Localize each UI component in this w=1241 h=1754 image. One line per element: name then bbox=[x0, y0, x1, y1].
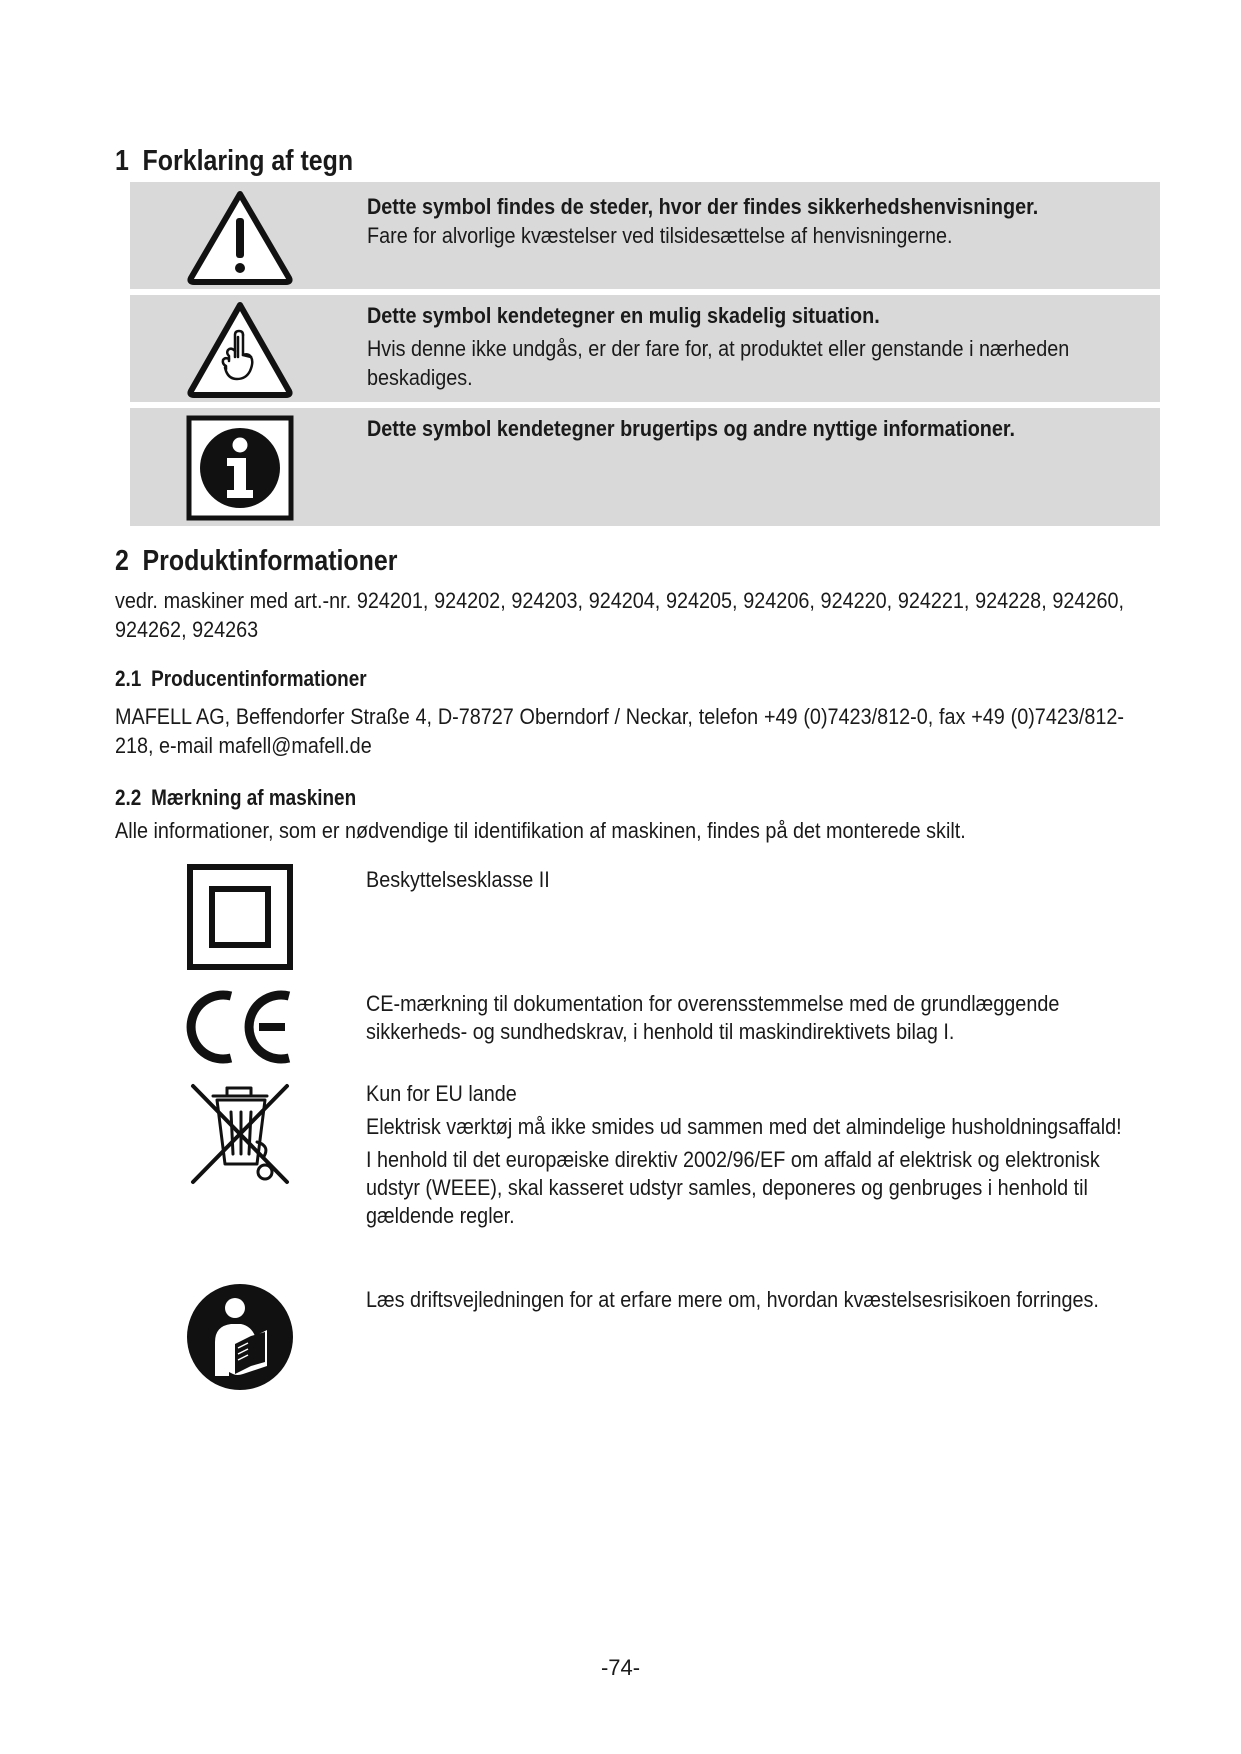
mark-text: Beskyttelsesklasse II bbox=[366, 867, 550, 892]
symbol-row-info bbox=[130, 408, 1160, 526]
marking-intro-paragraph bbox=[115, 816, 1125, 845]
protection-class-ii-icon bbox=[185, 862, 295, 977]
info-icon bbox=[185, 414, 295, 527]
section-number: 2 bbox=[115, 545, 129, 577]
subsection-title: Mærkning af maskinen bbox=[151, 785, 357, 810]
subsection-number: 2.2 bbox=[115, 785, 142, 810]
article-numbers-text: vedr. maskiner med art.-nr. 924201, 924202, 924203, 924204, 924205, 924206, 924220, 924221, 924228, 924260, 924262, 924263 bbox=[115, 588, 1124, 642]
mark-text: Kun for EU lande bbox=[366, 1081, 517, 1106]
mark-text: Elektrisk værktøj må ikke smides ud sammen med det almindelige husholdningsaffald! bbox=[366, 1114, 1122, 1139]
symbol-row-caution bbox=[130, 295, 1160, 402]
section-number: 1 bbox=[115, 145, 129, 177]
symbol-row-title: Dette symbol kendetegner en mulig skadelig situation. bbox=[367, 303, 880, 328]
manufacturer-text: MAFELL AG, Beffendorfer Straße 4, D-78727 Oberndorf / Neckar, telefon +49 (0)7423/812-0, fax +49 (0)7423/812-218, e-mail mafell@mafell.de bbox=[115, 704, 1124, 758]
symbol-row-text: Fare for alvorlige kvæstelser ved tilsidesættelse af henvisningerne. bbox=[367, 223, 953, 248]
subsection-title: Producentinformationer bbox=[151, 666, 367, 691]
mark-text: CE-mærkning til dokumentation for overensstemmelse med de grundlæggende sikkerheds- og sundhedskrav, i henhold til maskindirektivets bilag I. bbox=[366, 991, 1060, 1044]
section-title: Forklaring af tegn bbox=[142, 145, 354, 177]
marking-intro-text: Alle informationer, som er nødvendige til identifikation af maskinen, findes på det monterede skilt. bbox=[115, 818, 966, 843]
manufacturer-paragraph bbox=[115, 702, 1125, 760]
article-numbers-paragraph bbox=[115, 586, 1125, 644]
read-manual-icon bbox=[185, 1282, 295, 1397]
section-title: Produktinformationer bbox=[142, 545, 398, 577]
symbol-row-title: Dette symbol findes de steder, hvor der findes sikkerhedshenvisninger. bbox=[367, 194, 1039, 219]
ce-mark-icon bbox=[185, 988, 295, 1071]
mark-text: Læs driftsvejledningen for at erfare mere om, hvordan kvæstelsesrisikoen forringes. bbox=[366, 1287, 1099, 1312]
mark-text: I henhold til det europæiske direktiv 2002/96/EF om affald af elektrisk og elektronisk udstyr (WEEE), skal kasseret udstyr samles, deponeres og genbruges i henhold til gældende regler. bbox=[366, 1147, 1100, 1228]
subsection-2-1-heading bbox=[115, 666, 408, 692]
symbol-row-text: Hvis denne ikke undgås, er der fare for, at produktet eller genstande i nærheden beskadiges. bbox=[367, 336, 1070, 390]
section-1-heading bbox=[115, 145, 392, 178]
caution-hand-triangle-icon bbox=[185, 299, 295, 404]
page-number: -74- bbox=[600, 1655, 641, 1680]
subsection-2-2-heading bbox=[115, 785, 395, 811]
section-2-heading bbox=[115, 545, 443, 578]
subsection-number: 2.1 bbox=[115, 666, 142, 691]
crossed-bin-icon bbox=[185, 1082, 295, 1193]
symbol-row-warning bbox=[130, 182, 1160, 289]
symbol-row-title: Dette symbol kendetegner brugertips og andre nyttige informationer. bbox=[367, 416, 1016, 441]
warning-triangle-icon bbox=[185, 188, 295, 291]
